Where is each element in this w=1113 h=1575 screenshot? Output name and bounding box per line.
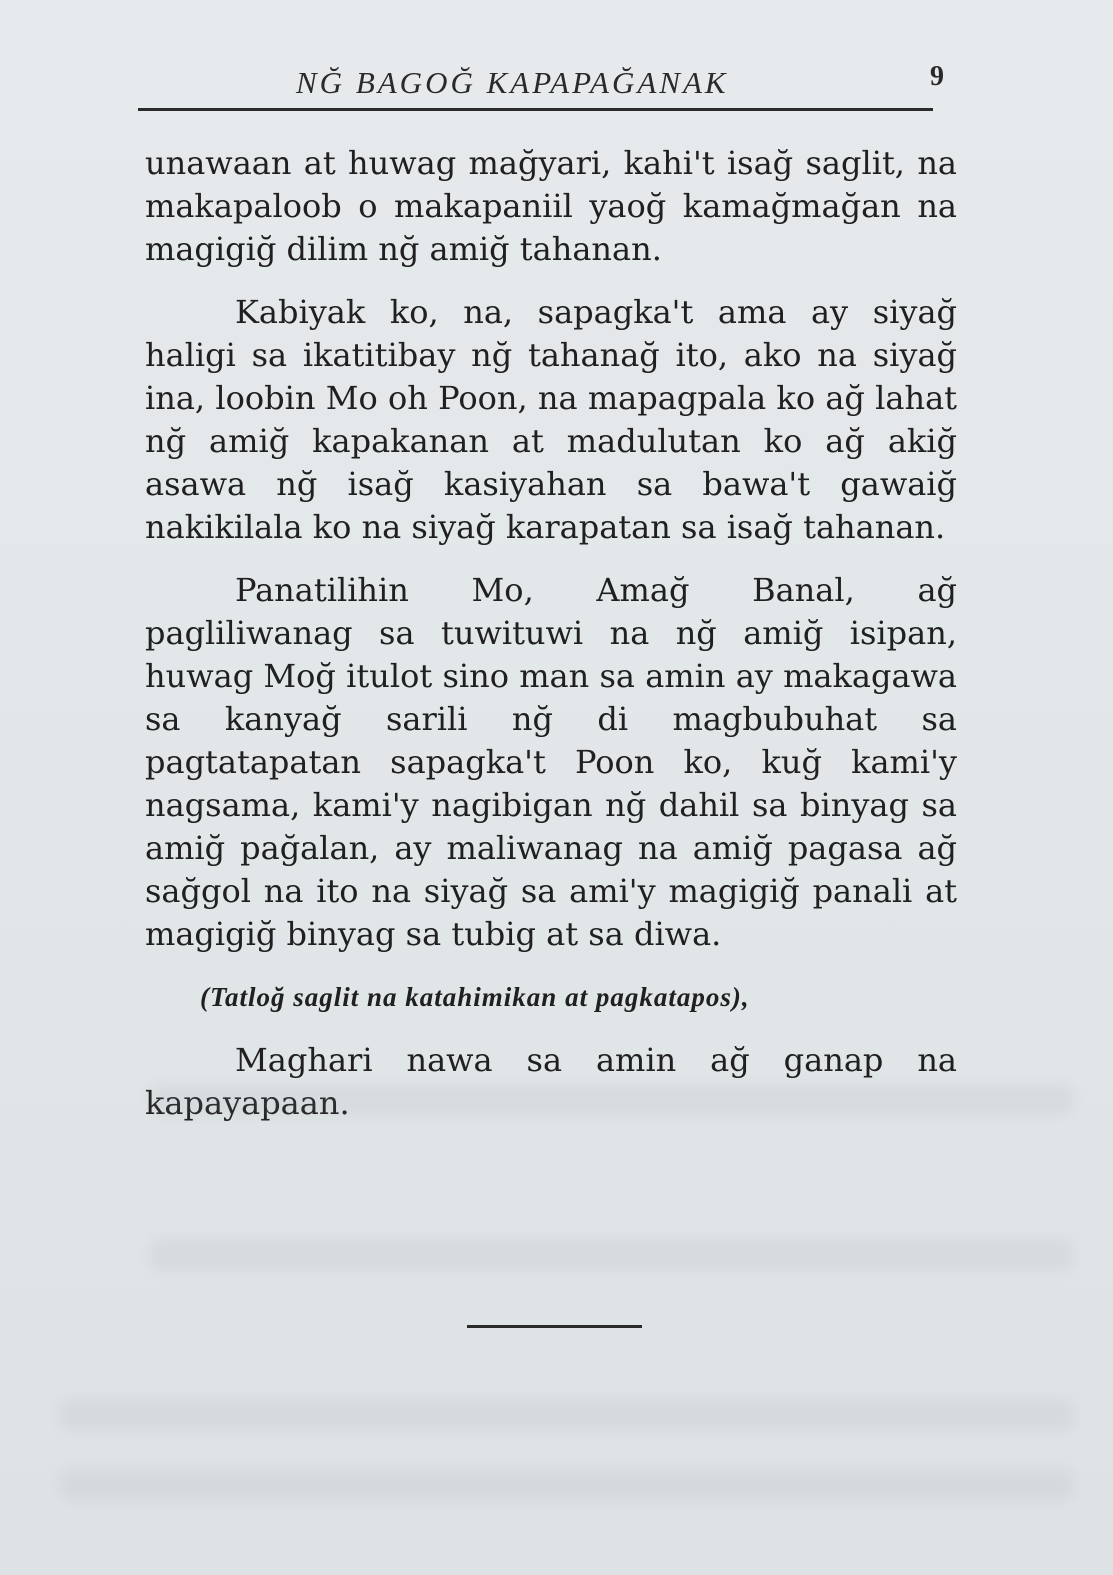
page-number: 9: [930, 61, 944, 92]
end-rule: [467, 1325, 642, 1328]
paragraph-kabiyak: Kabiyak ko, na, sapagka't ama ay siyağ haligi sa ikatitibay nğ tahanağ ito, ako na siyağ ina, loobin Mo oh Poon, na mapagpala ko ağ lahat nğ amiğ kapakanan at madulutan ko ağ akiğ asawa nğ isağ kasiyahan sa bawa't gawaiğ nakikilala ko na siyağ karapatan sa isağ tahanan.: [145, 293, 957, 546]
body-text: [145, 142, 957, 1145]
header-rule: [138, 108, 933, 111]
running-head: NĞ BAGOĞ KAPAPAĞANAK: [296, 65, 729, 100]
show-through-shadow: [60, 1470, 1073, 1500]
rubric-instruction: (Tatloğ saglit na katahimikan at pagkatapos),: [200, 982, 750, 1012]
show-through-shadow: [150, 1240, 1073, 1270]
paragraph-continued: unawaan at huwag mağyari, kahi't isağ saglit, na makapaloob o makapaniil yaoğ kamağmağan na magigiğ dilim nğ amiğ tahanan.: [145, 144, 957, 268]
show-through-shadow: [150, 1085, 1073, 1115]
paragraph-closing: Maghari nawa sa amin ağ ganap na kapayapaan.: [145, 1041, 957, 1122]
page-header: [138, 55, 958, 111]
show-through-shadow: [60, 1400, 1073, 1430]
paragraph-panatilihin: Panatilihin Mo, Amağ Banal, ağ pagliliwanag sa tuwituwi na nğ amiğ isipan, huwag Moğ itulot sino man sa amin ay makagawa sa kanyağ sarili nğ di magbubuhat sa pagtatapatan sapagka't Poon ko, kuğ kami'y nagsama, kami'y nagibigan nğ dahil sa binyag sa amiğ pağalan, ay maliwanag na amiğ pagasa ağ sağgol na ito na siyağ sa ami'y magigiğ panali at magigiğ binyag sa tubig at sa diwa.: [145, 571, 957, 953]
